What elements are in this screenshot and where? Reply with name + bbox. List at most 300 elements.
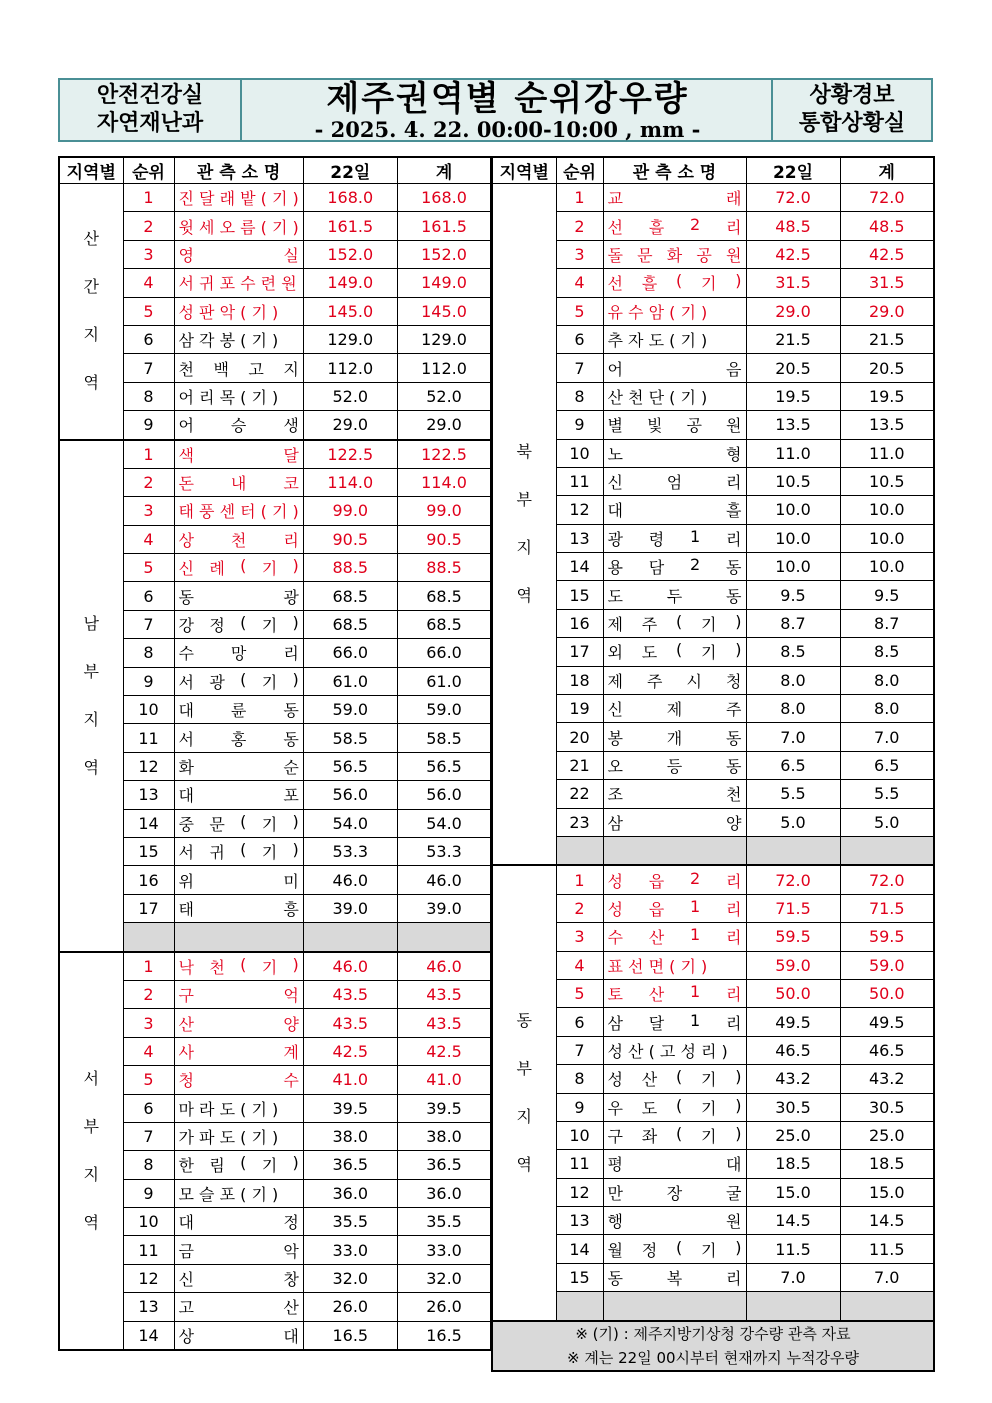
table-row [492, 923, 934, 951]
rank-cell: 5 [556, 297, 603, 325]
rank-cell: 6 [556, 325, 603, 353]
table-row [492, 1235, 934, 1263]
total-value: 5.0 [840, 808, 934, 836]
rank-cell: 16 [123, 866, 174, 894]
station-name: 중 문 ( 기 ) [174, 809, 303, 837]
day-value: 122.5 [303, 440, 397, 469]
rank-cell: 2 [123, 212, 174, 240]
table-row [59, 1321, 491, 1350]
title-box [242, 80, 773, 140]
day-value: 5.0 [746, 808, 840, 836]
total-value: 18.5 [840, 1150, 934, 1178]
table-row [59, 809, 491, 837]
col-rank: 순위 [123, 157, 174, 184]
table-row [59, 980, 491, 1008]
rank-cell: 23 [556, 808, 603, 836]
rank-cell: 8 [556, 382, 603, 410]
table-row [492, 865, 934, 894]
total-value: 29.0 [397, 411, 491, 440]
total-value: 31.5 [840, 269, 934, 297]
day-value: 20.5 [746, 354, 840, 382]
day-value: 15.0 [746, 1178, 840, 1206]
total-value: 145.0 [397, 297, 491, 325]
rank-cell: 3 [556, 923, 603, 951]
table-row [492, 439, 934, 467]
station-name: 표 선 면 ( 기 ) [603, 951, 746, 979]
day-value: 8.7 [746, 609, 840, 637]
total-value: 49.5 [840, 1008, 934, 1036]
total-value: 114.0 [397, 468, 491, 496]
rank-cell: 12 [123, 752, 174, 780]
rank-cell: 11 [123, 724, 174, 752]
station-name: 삼 양 [603, 808, 746, 836]
station-name: 돌 문 화 공 원 [603, 240, 746, 268]
day-value: 88.5 [303, 554, 397, 582]
col-total: 계 [397, 157, 491, 184]
total-value: 46.5 [840, 1036, 934, 1064]
day-value: 10.0 [746, 553, 840, 581]
total-value: 19.5 [840, 382, 934, 410]
rank-cell: 1 [123, 184, 174, 212]
rank-cell: 10 [123, 1208, 174, 1236]
day-value: 90.5 [303, 525, 397, 553]
day-value: 48.5 [746, 212, 840, 240]
day-value: 10.5 [746, 467, 840, 495]
station-name: 수 망 리 [174, 639, 303, 667]
total-value: 20.5 [840, 354, 934, 382]
blank-cell [840, 836, 934, 865]
total-value: 29.0 [840, 297, 934, 325]
table-row [492, 695, 934, 723]
page-subtitle: - 2025. 4. 22. 00:00-10:00 , mm - [314, 117, 701, 142]
station-name: 위 미 [174, 866, 303, 894]
rank-cell: 10 [123, 696, 174, 724]
table-row [492, 325, 934, 353]
rank-cell: 13 [556, 1207, 603, 1235]
rank-cell: 7 [123, 354, 174, 382]
region-label-east: 동 부 지 역 [492, 865, 556, 1320]
day-value: 149.0 [303, 269, 397, 297]
day-value: 29.0 [746, 297, 840, 325]
day-value: 68.5 [303, 582, 397, 610]
total-value: 5.5 [840, 780, 934, 808]
day-value: 7.0 [746, 723, 840, 751]
day-value: 68.5 [303, 610, 397, 638]
rank-cell: 13 [123, 781, 174, 809]
total-value: 54.0 [397, 809, 491, 837]
blank-row [59, 923, 491, 952]
day-value: 71.5 [746, 894, 840, 922]
total-value: 8.0 [840, 666, 934, 694]
day-value: 168.0 [303, 184, 397, 212]
total-value: 61.0 [397, 667, 491, 695]
rank-cell: 5 [123, 554, 174, 582]
total-value: 50.0 [840, 979, 934, 1007]
rank-cell: 11 [556, 467, 603, 495]
day-value: 11.5 [746, 1235, 840, 1263]
day-value: 46.0 [303, 952, 397, 981]
station-name: 대 정 [174, 1208, 303, 1236]
total-value: 43.2 [840, 1065, 934, 1093]
total-value: 8.5 [840, 638, 934, 666]
table-row [59, 837, 491, 865]
day-value: 59.0 [303, 696, 397, 724]
day-value: 39.0 [303, 894, 397, 922]
blank-cell [556, 1292, 603, 1321]
rank-cell: 3 [556, 240, 603, 268]
rank-cell: 7 [123, 610, 174, 638]
rank-cell: 15 [123, 837, 174, 865]
rank-cell: 9 [556, 411, 603, 439]
table-row [492, 1121, 934, 1149]
total-value: 42.5 [840, 240, 934, 268]
total-value: 71.5 [840, 894, 934, 922]
table-row [492, 1093, 934, 1121]
station-name: 청 수 [174, 1066, 303, 1094]
station-name: 외 도 ( 기 ) [603, 638, 746, 666]
table-row [492, 354, 934, 382]
total-value: 88.5 [397, 554, 491, 582]
station-name: 구 억 [174, 980, 303, 1008]
page-title: 제주권역별 순위강우량 [326, 79, 689, 119]
day-value: 30.5 [746, 1093, 840, 1121]
table-row [59, 582, 491, 610]
day-value: 52.0 [303, 382, 397, 410]
rank-cell: 14 [123, 809, 174, 837]
day-value: 18.5 [746, 1150, 840, 1178]
station-name: 신 례 ( 기 ) [174, 554, 303, 582]
rank-cell: 1 [123, 440, 174, 469]
day-value: 38.0 [303, 1122, 397, 1150]
footnote [492, 1321, 934, 1371]
total-value: 15.0 [840, 1178, 934, 1206]
rank-cell: 9 [123, 667, 174, 695]
station-name: 우 도 ( 기 ) [603, 1093, 746, 1121]
day-value: 16.5 [303, 1321, 397, 1350]
table-row [59, 866, 491, 894]
station-name: 성 판 악 ( 기 ) [174, 297, 303, 325]
station-name: 삼 각 봉 ( 기 ) [174, 325, 303, 353]
blank-cell [746, 836, 840, 865]
day-value: 58.5 [303, 724, 397, 752]
station-name: 구 좌 ( 기 ) [603, 1121, 746, 1149]
station-name: 산 양 [174, 1009, 303, 1037]
station-name: 색 달 [174, 440, 303, 469]
total-value: 11.5 [840, 1235, 934, 1263]
region-label-south: 남 부 지 역 [59, 440, 123, 952]
rank-cell: 4 [123, 525, 174, 553]
station-name: 평 대 [603, 1150, 746, 1178]
total-value: 43.5 [397, 980, 491, 1008]
blank-cell [556, 836, 603, 865]
total-value: 43.5 [397, 1009, 491, 1037]
rank-cell: 14 [123, 1321, 174, 1350]
table-row [59, 212, 491, 240]
table-row [59, 781, 491, 809]
day-value: 114.0 [303, 468, 397, 496]
rank-cell: 2 [123, 980, 174, 1008]
table-row [59, 1037, 491, 1065]
day-value: 26.0 [303, 1293, 397, 1321]
station-name: 상 천 리 [174, 525, 303, 553]
rank-cell: 13 [556, 524, 603, 552]
station-name: 성 읍 2 리 [603, 865, 746, 894]
table-header-row [59, 157, 491, 184]
notes-row [492, 1321, 934, 1371]
day-value: 66.0 [303, 639, 397, 667]
table-row [492, 808, 934, 836]
blank-cell [603, 1292, 746, 1321]
station-name: 돈 내 코 [174, 468, 303, 496]
rank-cell: 7 [556, 1036, 603, 1064]
rank-cell: 6 [123, 582, 174, 610]
table-row [492, 411, 934, 439]
day-value: 10.0 [746, 524, 840, 552]
station-name: 수 산 1 리 [603, 923, 746, 951]
station-name: 노 형 [603, 439, 746, 467]
rank-cell: 6 [123, 325, 174, 353]
table-row [59, 269, 491, 297]
station-name: 상 대 [174, 1321, 303, 1350]
total-value: 66.0 [397, 639, 491, 667]
table-row [492, 297, 934, 325]
col-region: 지역별 [59, 157, 123, 184]
department-box [60, 80, 242, 140]
department-line2: 자연재난과 [96, 111, 204, 136]
table-row [59, 382, 491, 410]
station-name: 사 계 [174, 1037, 303, 1065]
right-rainfall-table [491, 156, 935, 1372]
station-name: 금 악 [174, 1236, 303, 1264]
station-name: 동 광 [174, 582, 303, 610]
day-value: 99.0 [303, 497, 397, 525]
rank-cell: 3 [123, 497, 174, 525]
table-row [59, 1208, 491, 1236]
rank-cell: 12 [556, 496, 603, 524]
day-value: 11.0 [746, 439, 840, 467]
day-value: 49.5 [746, 1008, 840, 1036]
station-name: 대 흘 [603, 496, 746, 524]
station-name: 성 산 ( 기 ) [603, 1065, 746, 1093]
day-value: 35.5 [303, 1208, 397, 1236]
station-name: 신 창 [174, 1264, 303, 1292]
station-name: 제 주 시 청 [603, 666, 746, 694]
day-value: 36.5 [303, 1151, 397, 1179]
station-name: 도 두 동 [603, 581, 746, 609]
day-value: 13.5 [746, 411, 840, 439]
day-value: 46.0 [303, 866, 397, 894]
table-row [492, 1150, 934, 1178]
rank-cell: 9 [123, 411, 174, 440]
station-name: 제 주 ( 기 ) [603, 609, 746, 637]
day-value: 8.0 [746, 695, 840, 723]
blank-cell [397, 923, 491, 952]
rank-cell: 19 [556, 695, 603, 723]
day-value: 10.0 [746, 496, 840, 524]
rank-cell: 1 [123, 952, 174, 981]
day-value: 59.5 [746, 923, 840, 951]
day-value: 21.5 [746, 325, 840, 353]
table-row [59, 1009, 491, 1037]
total-value: 7.0 [840, 1263, 934, 1291]
rank-cell: 20 [556, 723, 603, 751]
total-value: 122.5 [397, 440, 491, 469]
day-value: 50.0 [746, 979, 840, 1007]
station-name: 동 복 리 [603, 1263, 746, 1291]
station-name: 교 래 [603, 184, 746, 212]
total-value: 13.5 [840, 411, 934, 439]
total-value: 58.5 [397, 724, 491, 752]
station-name: 신 엄 리 [603, 467, 746, 495]
station-name: 용 담 2 동 [603, 553, 746, 581]
station-name: 만 장 굴 [603, 1178, 746, 1206]
rank-cell: 1 [556, 184, 603, 212]
station-name: 태 흥 [174, 894, 303, 922]
table-row [59, 468, 491, 496]
total-value: 46.0 [397, 866, 491, 894]
total-value: 30.5 [840, 1093, 934, 1121]
day-value: 14.5 [746, 1207, 840, 1235]
rank-cell: 7 [123, 1122, 174, 1150]
rank-cell: 12 [123, 1264, 174, 1292]
station-name: 고 산 [174, 1293, 303, 1321]
day-value: 129.0 [303, 325, 397, 353]
station-name: 대 포 [174, 781, 303, 809]
total-value: 68.5 [397, 582, 491, 610]
rank-cell: 4 [556, 951, 603, 979]
station-name: 강 정 ( 기 ) [174, 610, 303, 638]
table-row [59, 1236, 491, 1264]
table-row [59, 610, 491, 638]
blank-cell [746, 1292, 840, 1321]
table-row [59, 1066, 491, 1094]
station-name: 서 귀 ( 기 ) [174, 837, 303, 865]
day-value: 31.5 [746, 269, 840, 297]
table-row [492, 951, 934, 979]
table-row [59, 525, 491, 553]
station-name: 어 리 목 ( 기 ) [174, 382, 303, 410]
rank-cell: 17 [123, 894, 174, 922]
total-value: 36.0 [397, 1179, 491, 1207]
total-value: 26.0 [397, 1293, 491, 1321]
table-row [492, 240, 934, 268]
rank-cell: 14 [556, 1235, 603, 1263]
table-row [59, 752, 491, 780]
office-line2: 통합상황실 [798, 111, 906, 136]
station-name: 선 흘 2 리 [603, 212, 746, 240]
rank-cell: 8 [123, 382, 174, 410]
table-row [59, 497, 491, 525]
rank-cell: 9 [123, 1179, 174, 1207]
table-row [59, 952, 491, 981]
col-total: 계 [840, 157, 934, 184]
table-row [59, 696, 491, 724]
rank-cell: 3 [123, 240, 174, 268]
day-value: 5.5 [746, 780, 840, 808]
rank-cell: 4 [556, 269, 603, 297]
blank-cell [174, 923, 303, 952]
total-value: 59.0 [840, 951, 934, 979]
day-value: 39.5 [303, 1094, 397, 1122]
total-value: 48.5 [840, 212, 934, 240]
total-value: 59.0 [397, 696, 491, 724]
day-value: 25.0 [746, 1121, 840, 1149]
rank-cell: 9 [556, 1093, 603, 1121]
day-value: 43.2 [746, 1065, 840, 1093]
total-value: 10.0 [840, 524, 934, 552]
total-value: 59.5 [840, 923, 934, 951]
day-value: 6.5 [746, 751, 840, 779]
day-value: 32.0 [303, 1264, 397, 1292]
col-station: 관 측 소 명 [603, 157, 746, 184]
rank-cell: 6 [123, 1094, 174, 1122]
table-row [59, 411, 491, 440]
region-label-mountain: 산 간 지 역 [59, 184, 123, 440]
station-name: 삼 달 1 리 [603, 1008, 746, 1036]
total-value: 161.5 [397, 212, 491, 240]
total-value: 8.7 [840, 609, 934, 637]
day-value: 42.5 [746, 240, 840, 268]
station-name: 한 림 ( 기 ) [174, 1151, 303, 1179]
rank-cell: 10 [556, 1121, 603, 1149]
table-row [59, 1122, 491, 1150]
station-name: 어 음 [603, 354, 746, 382]
table-row [59, 639, 491, 667]
table-row [59, 354, 491, 382]
station-name: 신 제 주 [603, 695, 746, 723]
rank-cell: 3 [123, 1009, 174, 1037]
table-row [492, 1178, 934, 1206]
day-value: 46.5 [746, 1036, 840, 1064]
table-row [59, 297, 491, 325]
day-value: 19.5 [746, 382, 840, 410]
total-value: 10.0 [840, 496, 934, 524]
day-value: 29.0 [303, 411, 397, 440]
table-row [492, 382, 934, 410]
rank-cell: 5 [123, 297, 174, 325]
rank-cell: 2 [123, 468, 174, 496]
table-row [492, 751, 934, 779]
total-value: 56.5 [397, 752, 491, 780]
station-name: 서 홍 동 [174, 724, 303, 752]
total-value: 53.3 [397, 837, 491, 865]
day-value: 53.3 [303, 837, 397, 865]
rank-cell: 1 [556, 865, 603, 894]
day-value: 8.5 [746, 638, 840, 666]
total-value: 112.0 [397, 354, 491, 382]
day-value: 9.5 [746, 581, 840, 609]
station-name: 오 등 동 [603, 751, 746, 779]
rank-cell: 8 [556, 1065, 603, 1093]
total-value: 10.0 [840, 553, 934, 581]
station-name: 윗 세 오 름 ( 기 ) [174, 212, 303, 240]
table-row [492, 638, 934, 666]
day-value: 59.0 [746, 951, 840, 979]
total-value: 25.0 [840, 1121, 934, 1149]
day-value: 72.0 [746, 184, 840, 212]
table-row [59, 440, 491, 469]
day-value: 56.0 [303, 781, 397, 809]
office-line1: 상황경보 [809, 83, 895, 108]
total-value: 99.0 [397, 497, 491, 525]
table-row [492, 723, 934, 751]
rank-cell: 4 [123, 1037, 174, 1065]
left-rainfall-table [58, 156, 492, 1351]
table-row [492, 212, 934, 240]
day-value: 112.0 [303, 354, 397, 382]
col-rank: 순위 [556, 157, 603, 184]
total-value: 21.5 [840, 325, 934, 353]
